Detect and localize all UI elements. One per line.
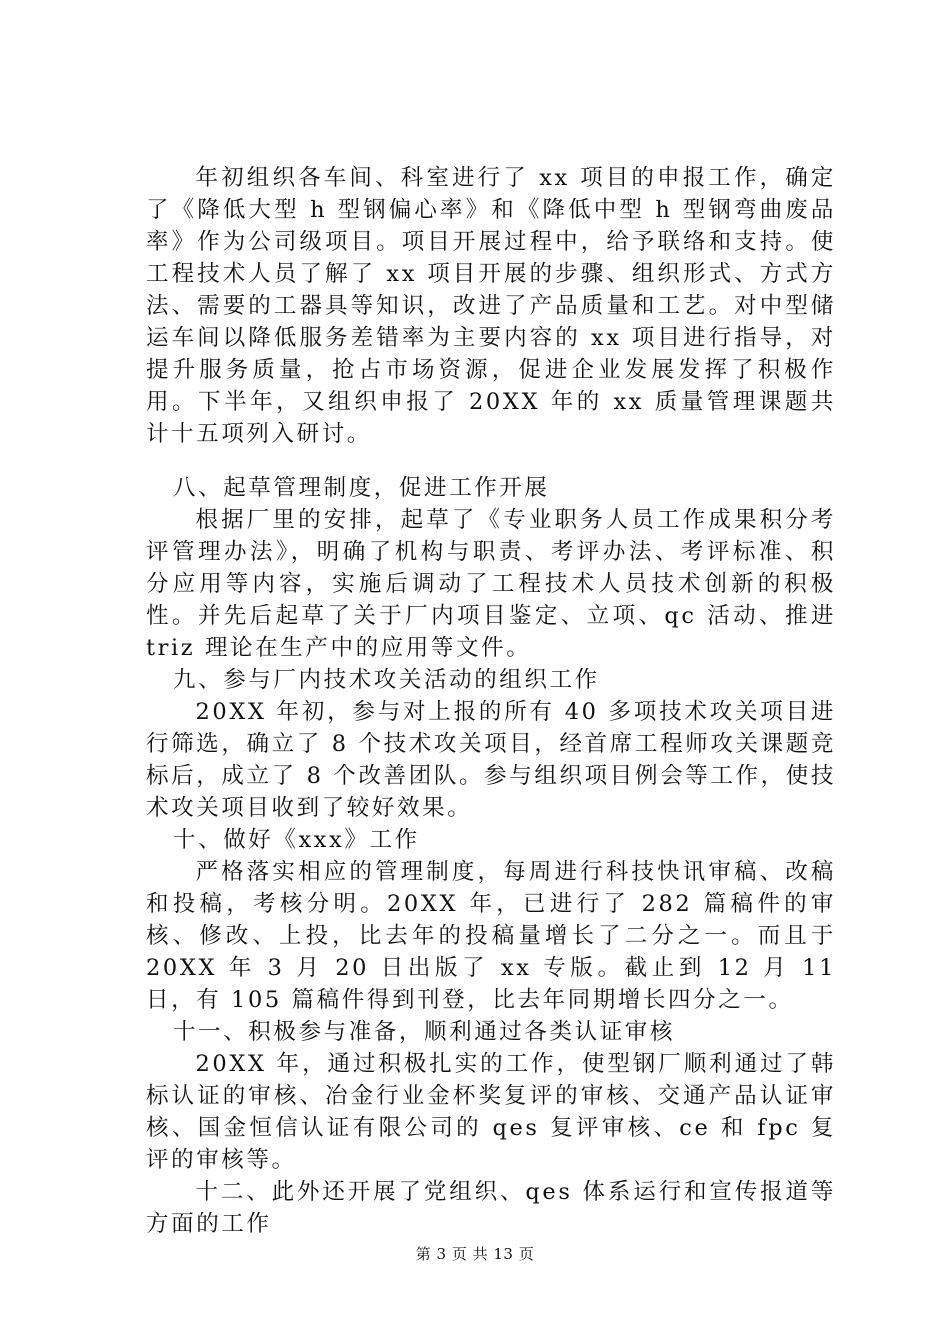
section-heading-10: 十、做好《xxx》工作	[173, 827, 420, 853]
section-heading-12: 十二、此外还开展了党组织、qes 体系运行和宣传报道等方面的工作	[146, 1179, 836, 1237]
section-heading-8: 八、起草管理制度，促进工作开展	[173, 475, 550, 501]
page-number-footer: 第 3 页 共 13 页	[415, 1245, 535, 1263]
paragraph-tech-projects: 20XX 年初，参与对上报的所有 40 多项技术攻关项目进行筛选，确立了 8 个技术攻关项目，经首席工程师攻关课题竞标后，成立了 8 个改善团队。参与组织项目例会等工作，使技术攻关项目收到了较好效果。	[146, 699, 836, 821]
paragraph-certification: 20XX 年，通过积极扎实的工作，使型钢厂顺利通过了韩标认证的审核、冶金行业金杯奖复评的审核、交通产品认证审核、国金恒信认证有限公司的 qes 复评审核、ce 和 fpc 复评的审核等。	[146, 1051, 836, 1173]
paragraph-management-rules: 根据厂里的安排，起草了《专业职务人员工作成果积分考评管理办法》，明确了机构与职责、考评办法、考评标准、积分应用等内容，实施后调动了工程技术人员技术创新的积极性。并先后起草了关于厂内项目鉴定、立项、qc 活动、推进 triz 理论在生产中的应用等文件。	[146, 507, 836, 661]
paragraph-project-application: 年初组织各车间、科室进行了 xx 项目的申报工作，确定了《降低大型 h 型钢偏心率》和《降低中型 h 型钢弯曲废品率》作为公司级项目。项目开展过程中，给予联络和支持。使工程技术人员了解了 xx 项目开展的步骤、组织形式、方式方法、需要的工器具等知识，改进了产品质量和工艺。对中型储运车间以降低服务差错率为主要内容的 xx 项目进行指导，对提升服务质量，抢占市场资源，促进企业发展发挥了积极作用。下半年，又组织申报了 20XX 年的 xx 质量管理课题共计十五项列入研讨。	[146, 165, 836, 447]
document-body	[146, 162, 836, 1240]
paragraph-newsletter: 严格落实相应的管理制度，每周进行科技快讯审稿、改稿和投稿，考核分明。20XX 年，已进行了 282 篇稿件的审核、修改、上投，比去年的投稿量增长了二分之一。而且于 20XX 年 3 月 20 日出版了 xx 专版。截止到 12 月 11 日，有 105 篇稿件得到刊登，比去年同期增长四分之一。	[146, 859, 836, 1013]
section-heading-11: 十一、积极参与准备，顺利通过各类认证审核	[173, 1019, 676, 1045]
section-heading-9: 九、参与厂内技术攻关活动的组织工作	[173, 667, 600, 693]
paragraph-gap	[146, 450, 836, 472]
